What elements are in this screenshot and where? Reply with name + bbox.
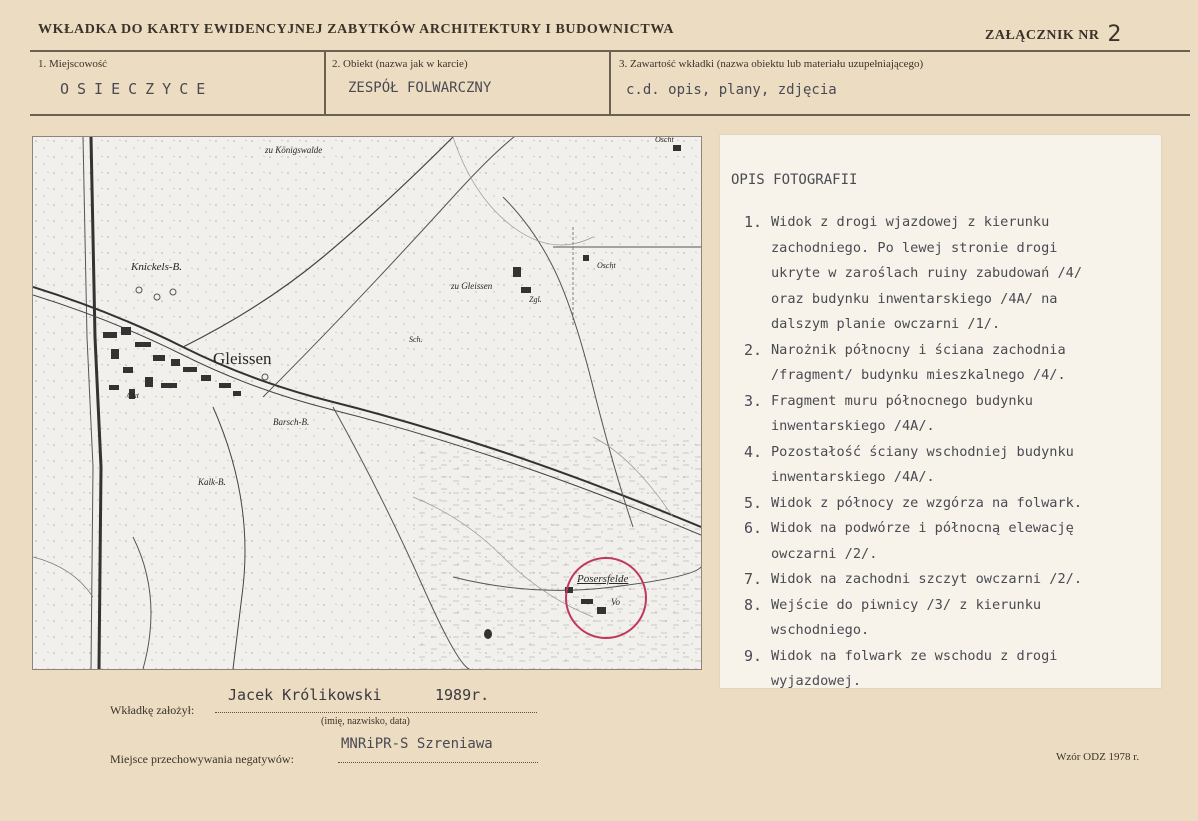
- item-number: 5.: [743, 493, 762, 512]
- locality-value: OSIECZYCE: [60, 80, 214, 98]
- item-text: Widok z północy ze wzgórza na folwark.: [771, 494, 1082, 511]
- attachment-label: [985, 20, 1122, 45]
- contents-label: 3. Zawartość wkładki (nazwa obiektu lub materiału uzupełniającego): [619, 58, 924, 70]
- item-number: 8.: [743, 595, 762, 614]
- item-number: 3.: [743, 391, 762, 410]
- object-label: 2. Obiekt (nazwa jak w karcie): [332, 58, 468, 70]
- map-town-name: Gleissen: [213, 349, 272, 368]
- map-label-kalk: Kalk-B.: [198, 477, 226, 487]
- item-number: 7.: [743, 570, 762, 588]
- storage-label: Miejsce przechowywania negatywów:: [110, 752, 294, 766]
- author-note: (imię, nazwisko, data): [321, 716, 410, 727]
- map-label-sch: Sch.: [409, 335, 423, 344]
- item-text: Fragment muru północnego budynku inwentarskiego /4A/.: [771, 392, 1033, 434]
- contents-value: c.d. opis, plany, zdjęcia: [626, 82, 837, 98]
- list-item: [729, 516, 1159, 567]
- item-number: 2.: [743, 340, 762, 359]
- field-divider-2: [609, 52, 611, 114]
- fields-bottom-rule: [30, 114, 1190, 116]
- field-divider-1: [324, 52, 326, 114]
- item-text: Narożnik północny i ściana zachodnia /fragment/ budynku mieszkalnego /4/.: [771, 341, 1066, 383]
- form-code: Wzór ODZ 1978 r.: [1056, 751, 1140, 763]
- author-name: Jacek Królikowski: [228, 686, 382, 704]
- author-label: Wkładkę założył:: [110, 703, 195, 717]
- list-item: [729, 491, 1159, 517]
- object-value: ZESPÓŁ FOLWARCZNY: [348, 80, 492, 96]
- map-drawing: [33, 137, 701, 669]
- historic-map: [32, 136, 702, 670]
- list-item: [729, 567, 1159, 593]
- map-label-zgl: Zgl.: [529, 295, 542, 304]
- locality-label: 1. Miejscowość: [38, 58, 108, 70]
- map-label-vo: Vo: [611, 597, 620, 607]
- map-label-gut: Gut: [127, 391, 139, 400]
- map-label-posersfelde: Posersfelde: [577, 573, 629, 585]
- item-text: Widok na podwórze i północną elewację owczarni /2/.: [771, 520, 1074, 562]
- storage-line: [338, 762, 538, 763]
- list-item: [729, 210, 1159, 338]
- item-text: Widok na folwark ze wschodu z drogi wyjazdowej.: [771, 647, 1058, 689]
- map-label-oscht-top: Oscht: [655, 136, 674, 144]
- photo-description-panel: [719, 134, 1162, 689]
- form-title: WKŁADKA DO KARTY EWIDENCYJNEJ ZABYTKÓW ARCHITEKTURY I BUDOWNICTWA: [38, 22, 675, 37]
- photo-description-list: [729, 210, 1159, 695]
- list-item: [729, 389, 1159, 440]
- item-text: Widok z drogi wjazdowej z kierunku zachodniego. Po lewej stronie drogi ukryte w zaroślach ruiny zabudowań /4/ oraz budynku inwentarskiego /4A/ na dalszym planie owczarni /1/.: [771, 214, 1082, 332]
- item-text: Wejście do piwnicy /3/ z kierunku wschodniego.: [771, 596, 1042, 638]
- list-item: [729, 440, 1159, 491]
- item-number: 1.: [743, 213, 762, 231]
- map-label-oscht-mid: Oscht: [597, 261, 616, 270]
- storage-value: MNRiPR-S Szreniawa: [341, 736, 493, 752]
- attachment-number: 2: [1107, 22, 1123, 47]
- author-year: 1989r.: [435, 686, 490, 704]
- author-line: [215, 712, 537, 713]
- photo-description-title: OPIS FOTOGRAFII: [731, 172, 858, 188]
- map-label-knickels: Knickels-B.: [131, 261, 183, 273]
- item-number: 9.: [743, 646, 762, 665]
- item-text: Widok na zachodni szczyt owczarni /2/.: [771, 571, 1082, 587]
- list-item: [729, 593, 1159, 644]
- list-item: [729, 338, 1159, 389]
- item-number: 6.: [743, 519, 762, 537]
- map-label-zu-gleissen: zu Gleissen: [451, 281, 493, 291]
- item-text: Pozostałość ściany wschodniej budynku inwentarskiego /4A/.: [771, 443, 1074, 485]
- map-label-konigswalde: zu Königswalde: [265, 145, 323, 155]
- list-item: [729, 644, 1159, 695]
- map-label-barsch: Barsch-B.: [273, 417, 310, 427]
- item-number: 4.: [743, 442, 762, 461]
- attachment-label-text: ZAŁĄCZNIK NR: [985, 28, 1100, 43]
